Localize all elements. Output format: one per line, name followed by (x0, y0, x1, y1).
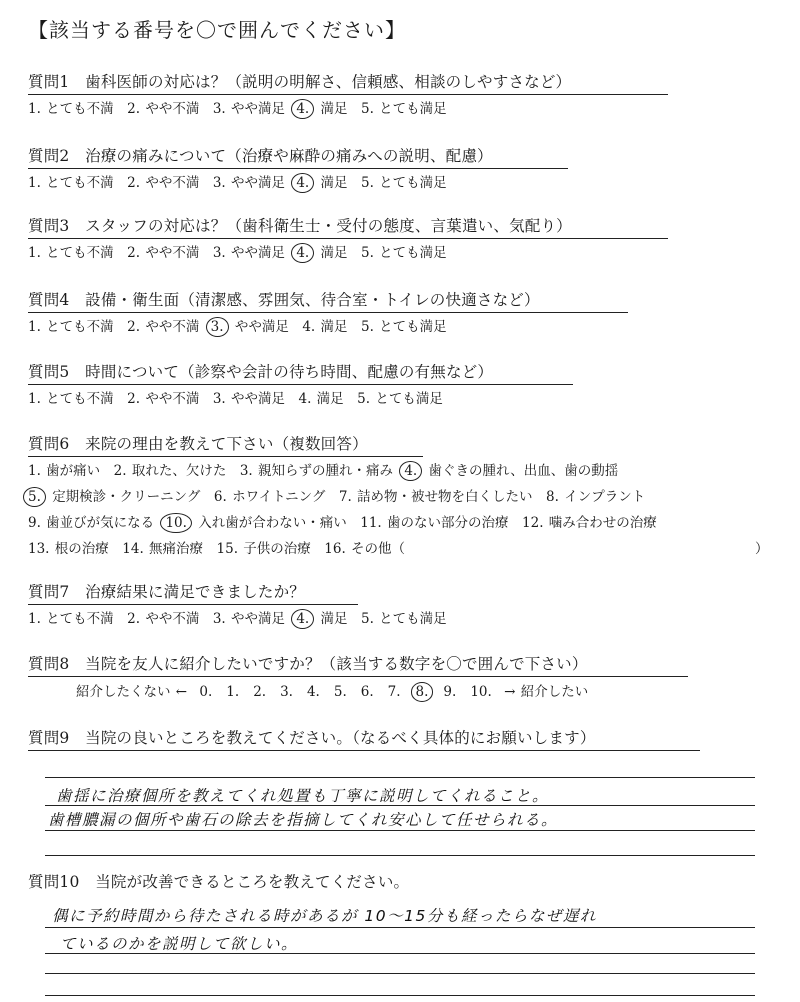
q8-scale-value-6[interactable]: 6. (360, 684, 374, 700)
q2-selected-option[interactable]: 4. (291, 173, 314, 193)
q7-options-post: 満足 5. とても満足 (320, 611, 447, 627)
question-1-title: 質問1 歯科医師の対応は？（説明の明解さ、信頼感、相談のしやすさなど） (28, 73, 572, 91)
question-3-underline (28, 238, 668, 239)
q4-selected-option[interactable]: 3. (206, 317, 229, 337)
question-8-underline (28, 676, 688, 677)
question-7-options (28, 607, 447, 629)
q7-selected-option[interactable]: 4. (291, 609, 314, 629)
question-10-title: 質問10 当院が改善できるところを教えてください。 (28, 873, 410, 891)
q8-scale-value-7[interactable]: 7. (387, 684, 401, 700)
question-6-line-1 (28, 459, 618, 481)
q9-answer-rule-4 (45, 855, 755, 856)
q2-options-post: 満足 5. とても満足 (320, 175, 447, 191)
q6-selected-option-4[interactable]: 4. (399, 461, 422, 481)
question-6-other-close: ） (755, 541, 769, 557)
question-7-underline (28, 604, 358, 605)
q3-selected-option[interactable]: 4. (291, 243, 314, 263)
q1-options-pre: 1. とても不満 2. やや不満 3. やや満足 (28, 101, 286, 117)
q10-answer-rule-1 (45, 927, 755, 928)
q8-scale-value-1[interactable]: 1. (226, 684, 240, 700)
q8-scale-value-0[interactable]: 0. (199, 684, 213, 700)
q7-options-pre: 1. とても不満 2. やや不満 3. やや満足 (28, 611, 286, 627)
q6-selected-option-10[interactable]: 10. (160, 513, 191, 533)
question-9-underline (28, 750, 700, 751)
q4-options-post: やや満足 4. 満足 5. とても満足 (234, 319, 447, 335)
q6-line1-post: 歯ぐきの腫れ、出血、歯の動揺 (428, 463, 619, 479)
question-1-options (28, 97, 447, 119)
q1-options-post: 満足 5. とても満足 (320, 101, 447, 117)
q10-answer-rule-3 (45, 973, 755, 974)
q9-answer-rule-3 (45, 830, 755, 831)
question-7-title: 質問7 治療結果に満足できましたか？ (28, 583, 305, 601)
question-6-title: 質問6 来院の理由を教えて下さい（複数回答） (28, 435, 368, 453)
question-5-underline (28, 384, 573, 385)
question-4-options (28, 315, 447, 337)
question-1-underline (28, 94, 668, 95)
q10-answer-rule-2 (45, 953, 755, 954)
question-5-options: 1. とても不満 2. やや不満 3. やや満足 4. 満足 5. とても満足 (28, 391, 443, 407)
q8-right-label: → 紹介したい (504, 684, 589, 700)
q10-answer-line-2[interactable]: ているのかを説明して欲しい。 (60, 935, 299, 953)
q6-line2-post: 定期検診・クリーニング 6. ホワイトニング 7. 詰め物・被せ物を白くしたい 8. インプラント (52, 489, 646, 505)
q9-answer-line-2[interactable]: 歯槽膿漏の個所や歯石の除去を指摘してくれ安心して任せられる。 (48, 811, 559, 829)
question-3-options (28, 241, 447, 263)
q2-options-pre: 1. とても不満 2. やや不満 3. やや満足 (28, 175, 286, 191)
question-9-title: 質問9 当院の良いところを教えてください。（なるべく具体的にお願いします） (28, 729, 596, 747)
question-4-underline (28, 312, 628, 313)
question-2-options (28, 171, 447, 193)
question-2-underline (28, 168, 568, 169)
q8-scale-value-9[interactable]: 9. (443, 684, 457, 700)
question-5-title: 質問5 時間について（診察や会計の待ち時間、配慮の有無など） (28, 363, 494, 381)
question-3-title: 質問3 スタッフの対応は？（歯科衛生士・受付の態度、言葉遣い、気配り） (28, 217, 572, 235)
q8-scale-value-10[interactable]: 10. (470, 684, 492, 700)
question-4-title: 質問4 設備・衛生面（清潔感、雰囲気、待合室・トイレの快適さなど） (28, 291, 540, 309)
question-8-title: 質問8 当院を友人に紹介したいですか？（該当する数字を〇で囲んで下さい） (28, 655, 588, 673)
q3-options-post: 満足 5. とても満足 (320, 245, 447, 261)
q8-scale-value-5[interactable]: 5. (333, 684, 347, 700)
question-8-scale (76, 680, 588, 702)
q8-scale-value-8[interactable]: 8. (411, 682, 434, 702)
q8-scale-value-2[interactable]: 2. (253, 684, 267, 700)
question-6-underline (28, 456, 423, 457)
question-6-line-2 (22, 485, 645, 507)
q1-selected-option[interactable]: 4. (291, 99, 314, 119)
q3-options-pre: 1. とても不満 2. やや不満 3. やや満足 (28, 245, 286, 261)
q6-selected-option-5[interactable]: 5. (23, 487, 46, 507)
q9-answer-line-1[interactable]: 歯揺に治療個所を教えてくれ処置も丁寧に説明してくれること。 (56, 787, 550, 805)
q4-options-pre: 1. とても不満 2. やや不満 (28, 319, 200, 335)
q10-answer-line-1[interactable]: 偶に予約時間から待たされる時があるが 10〜15分も経ったらなぜ遅れ (52, 907, 597, 925)
q8-scale-values (192, 684, 498, 700)
q9-answer-rule-1 (45, 777, 755, 778)
q8-left-label: 紹介したくない ← (76, 684, 188, 700)
question-6-line-4: 13. 根の治療 14. 無痛治療 15. 子供の治療 16. その他（ (28, 541, 406, 557)
question-2-title: 質問2 治療の痛みについて（治療や麻酔の痛みへの説明、配慮） (28, 147, 493, 165)
question-6-line-3 (28, 511, 657, 533)
q9-answer-rule-2 (45, 805, 755, 806)
page-heading: 【該当する番号を〇で囲んでください】 (28, 18, 406, 42)
q6-line1-pre: 1. 歯が痛い 2. 取れた、欠けた 3. 親知らずの腫れ・痛み (28, 463, 394, 479)
q10-answer-rule-4 (45, 995, 755, 996)
q6-line3-pre: 9. 歯並びが気になる (28, 515, 155, 531)
q8-scale-value-4[interactable]: 4. (306, 684, 320, 700)
q6-line3-post: 入れ歯が合わない・痛い 11. 歯のない部分の治療 12. 噛み合わせの治療 (198, 515, 657, 531)
q8-scale-value-3[interactable]: 3. (280, 684, 293, 700)
